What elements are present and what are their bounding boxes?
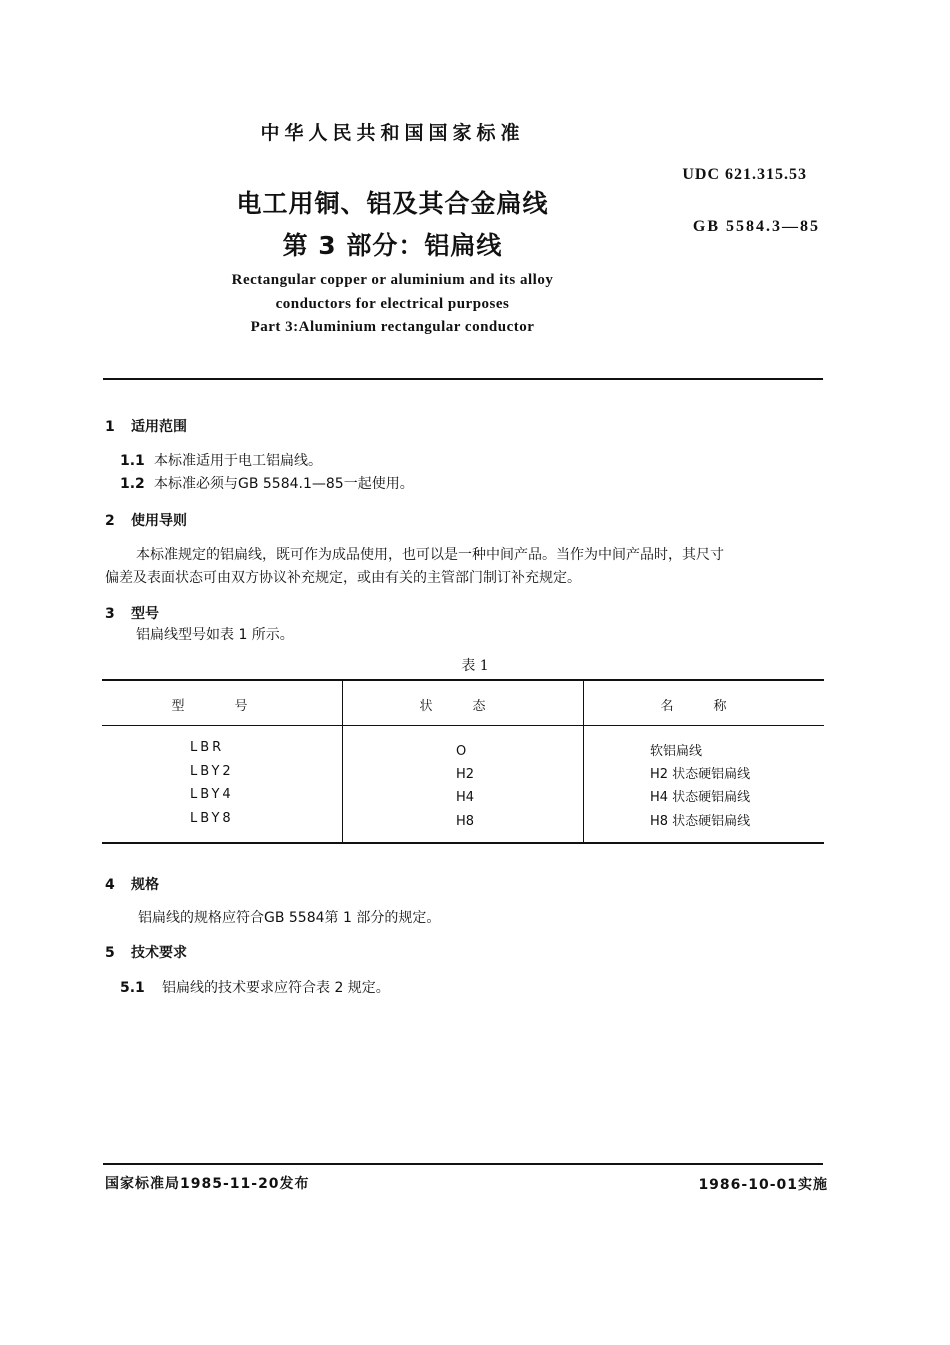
section-number: 4 — [105, 877, 115, 893]
section-number: 3 — [105, 606, 115, 622]
clause-number: 1.1 — [120, 453, 145, 469]
table-cell-name: H2 状态硬铝扁线 — [650, 767, 751, 782]
section-number: 1 — [105, 419, 115, 435]
title-en-line1: Rectangular copper or aluminium and its alloy — [231, 272, 554, 288]
effective-date: 1986-10-01实施 — [698, 1177, 828, 1193]
section-2-paragraph-line2: 偏差及表面状态可由双方协议补充规定，或由有关的主管部门制订补充规定。 — [105, 570, 581, 586]
table-bottom-rule — [102, 842, 824, 844]
title-cn-line2: 第 3 部分：铝扁线 — [282, 231, 503, 260]
section-number: 5 — [105, 945, 115, 961]
section-4-paragraph: 铝扁线的规格应符合GB 5584第 1 部分的规定。 — [138, 910, 441, 926]
section-title: 适用范围 — [131, 419, 187, 435]
table-top-rule — [102, 679, 824, 681]
table-header-name: 名称 — [660, 699, 767, 714]
section-2-paragraph-line1: 本标准规定的铝扁线，既可作为成品使用，也可以是一种中间产品。当作为中间产品时，其尺寸 — [136, 547, 724, 563]
table-header-rule — [102, 725, 824, 726]
table-cell-model: LBY8 — [190, 811, 234, 826]
clause-text: 本标准必须与GB 5584.1—85一起使用。 — [154, 476, 414, 492]
clause-text: 铝扁线的技术要求应符合表 2 规定。 — [162, 980, 390, 996]
clause-1-1 — [120, 450, 322, 473]
section-title: 规格 — [131, 877, 159, 893]
section-3-paragraph: 铝扁线型号如表 1 所示。 — [136, 627, 294, 643]
table-1 — [102, 679, 824, 844]
clause-number: 5.1 — [120, 980, 145, 996]
title-en-line2: conductors for electrical purposes — [275, 296, 510, 312]
table-cell-model: LBY2 — [190, 764, 234, 779]
section-title: 技术要求 — [131, 945, 187, 961]
table-1-caption: 表 1 — [461, 658, 489, 674]
section-title: 型号 — [131, 606, 159, 622]
section-2-heading — [105, 510, 187, 530]
table-cell-model: LBR — [190, 740, 225, 755]
clause-1-2 — [120, 473, 414, 496]
table-cell-state: H8 — [456, 814, 475, 829]
clause-text: 本标准适用于电工铝扁线。 — [154, 453, 322, 469]
section-number: 2 — [105, 513, 115, 529]
table-cell-state: H4 — [456, 790, 475, 805]
section-title: 使用导则 — [131, 513, 187, 529]
header-divider — [103, 378, 823, 380]
table-cell-state: H2 — [456, 767, 475, 782]
table-cell-name: 软铝扁线 — [650, 744, 703, 759]
table-cell-name: H4 状态硬铝扁线 — [650, 790, 751, 805]
title-cn-line1: 电工用铜、铝及其合金扁线 — [236, 189, 549, 218]
section-5-heading — [105, 942, 187, 962]
issuing-authority-header: 中华人民共和国国家标准 — [260, 122, 525, 144]
table-cell-model: LBY4 — [190, 787, 234, 802]
table-cell-name: H8 状态硬铝扁线 — [650, 814, 751, 829]
gb-standard-number: GB 5584.3—85 — [692, 218, 820, 235]
section-1-heading — [105, 416, 187, 436]
clause-5-1 — [120, 977, 390, 1000]
table-header-model: 型号 — [171, 699, 298, 714]
title-en-line3: Part 3:Aluminium rectangular conductor — [250, 319, 535, 335]
section-3-heading — [105, 603, 159, 623]
table-cell-state: O — [456, 744, 467, 759]
issue-date: 国家标准局1985-11-20发布 — [105, 1176, 310, 1192]
footer-divider — [103, 1163, 823, 1165]
udc-code: UDC 621.315.53 — [682, 166, 807, 183]
table-header-state: 状态 — [419, 699, 526, 714]
section-4-heading — [105, 874, 159, 894]
clause-number: 1.2 — [120, 476, 145, 492]
